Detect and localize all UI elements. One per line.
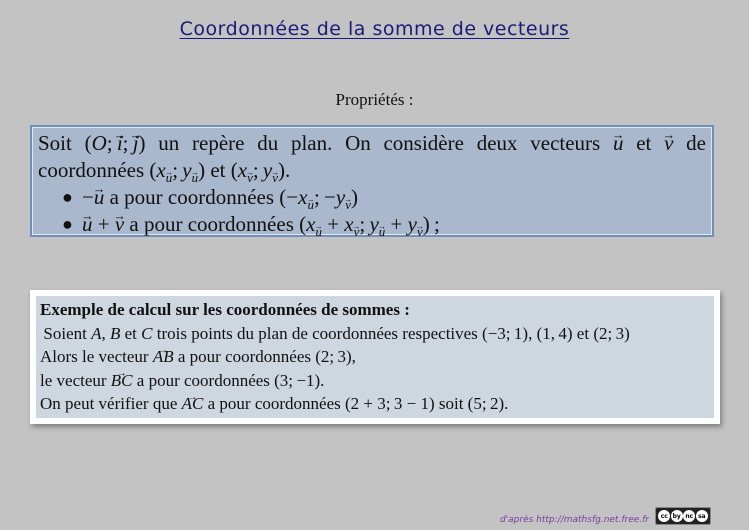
vector-u: → u [613,130,624,157]
example-line-1: Soient A, B et C trois points du plan de coordonnées respectives (−3; 1), (1, 4) et (2; 3) [40,323,630,343]
word-on: On [345,131,371,155]
properties-list [38,184,706,238]
slide-title: Coordonnées de la somme de vecteurs [179,18,570,40]
vector-v: → v [664,130,673,157]
property-opposite: ● −→ u a pour coordonnées ($-x_u$; $-y_v$) [82,184,706,211]
example-heading: Exemple de calcul sur les coordonnées de sommes : [40,300,410,319]
property-sum: ● → u + → v a pour coordonnées ($x_u + x_v$; $y_u + y_v$) ; [82,211,706,238]
footer-credit: d'après http://mathsfg.net.free.fr [499,515,649,525]
example-line-3: le vecteur → BC a pour coordonnées (3; −1). [40,369,710,393]
word-de: de [686,131,706,155]
by-icon: by [671,510,683,522]
word-plan: plan. [290,131,333,155]
section-heading: Propriétés : [335,90,414,109]
word-deux: deux [476,131,518,155]
word-soit: Soit [38,131,72,155]
example-card [30,290,720,424]
nc-icon: nc [683,510,695,522]
properties-line-2: coordonnées ($x_u$; $y_u$) et ($x_v$; $y_v$). [38,158,291,185]
properties-box [30,125,714,237]
word-repere: repère [192,131,245,155]
sa-icon: sa [696,510,708,522]
word-vecteurs: vecteurs [530,131,601,155]
creative-commons-license-icon [655,507,711,525]
example-line-2: Alors le vecteur → AB a pour coordonnées (2; 3), [40,345,710,369]
word-repere-notation: (O; → i; → j) [85,130,146,157]
word-du: du [257,131,279,155]
word-considere: considère [383,131,464,155]
example-content [36,296,714,418]
word-et: et [636,131,652,155]
word-un: un [158,131,180,155]
cc-icon: cc [658,510,670,522]
example-line-4: On peut vérifier que → AC a pour coordonnées (2 + 3; 3 − 1) soit (5; 2). [40,392,710,416]
properties-line-1 [38,130,706,157]
